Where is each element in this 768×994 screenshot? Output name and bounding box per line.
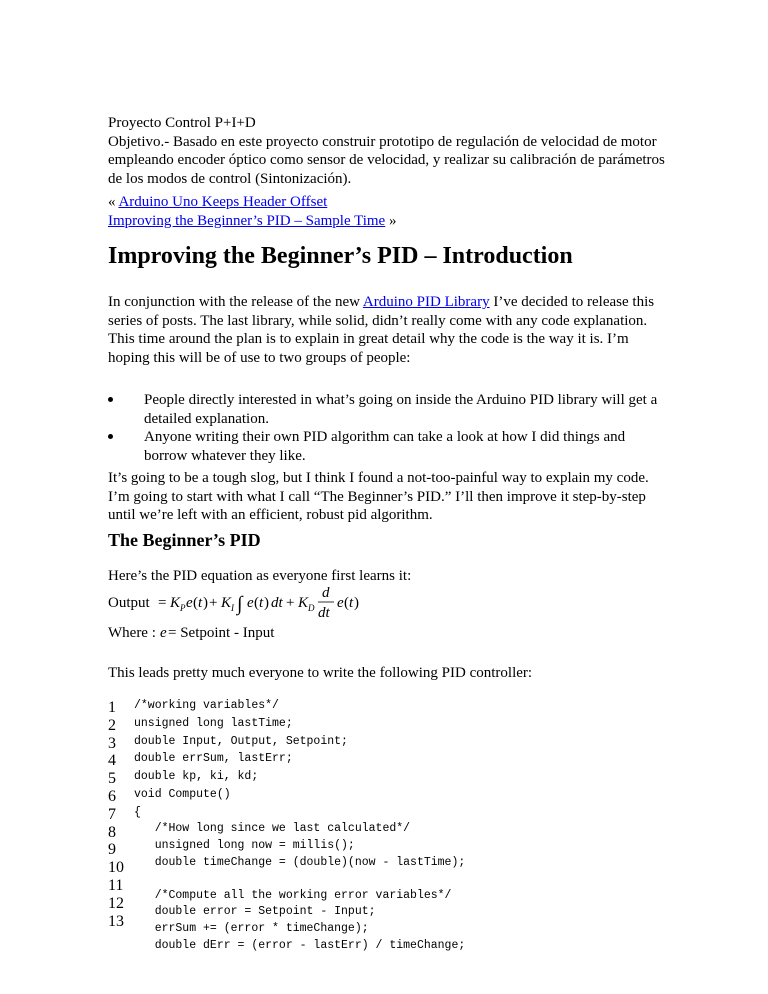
code-line: double errSum, lastErr;: [134, 752, 293, 766]
svg-text:t: t: [349, 595, 354, 611]
project-objective: Objetivo.- Basado en este proyecto construir prototipo de regulación de velocidad de motor empleando encoder óptico como sensor de velocidad, y realizar su calibración de parámetros de los modos de control (Sintonización).: [108, 133, 665, 187]
code-row: [108, 806, 668, 824]
bullet-icon: [108, 397, 113, 402]
equation-output-label: Output: [108, 595, 150, 611]
equation-error-definition: = Setpoint - Input: [168, 625, 275, 641]
svg-text:(: (: [344, 595, 349, 611]
code-row: [108, 938, 668, 966]
svg-text:∫: ∫: [237, 593, 243, 615]
code-row: [108, 770, 668, 788]
code-line: errSum += (error * timeChange);: [134, 921, 369, 935]
audience-list: [108, 391, 668, 465]
svg-text:d: d: [322, 585, 330, 601]
line-number: 8: [108, 823, 116, 841]
svg-text:e: e: [337, 595, 344, 611]
svg-text:(: (: [193, 595, 198, 611]
code-row: [108, 717, 668, 735]
line-number: 10: [108, 859, 124, 877]
code-line: {: [134, 805, 141, 819]
svg-text:dt: dt: [318, 605, 330, 621]
line-number: 7: [108, 805, 116, 823]
code-intro: This leads pretty much everyone to write the following PID controller:: [108, 665, 533, 681]
equation-intro: Here’s the PID equation as everyone first learns it:: [108, 568, 412, 584]
line-number: 3: [108, 734, 116, 752]
prev-post-link[interactable]: Arduino Uno Keeps Header Offset: [118, 194, 328, 210]
intro-paragraph: [108, 293, 668, 367]
code-row: [108, 788, 668, 806]
intro-paragraph-start: In conjunction with the release of the new: [108, 294, 363, 310]
code-line: double error = Setpoint - Input;: [134, 905, 376, 919]
svg-text:): ): [264, 595, 269, 611]
line-number: 12: [108, 894, 124, 912]
svg-text:P: P: [180, 603, 186, 613]
code-line: double dErr = (error - lastErr) / timeChange;: [134, 938, 466, 952]
svg-text:t: t: [259, 595, 264, 611]
list-item-text: Anyone writing their own PID algorithm can take a look at how I did things and borrow whatever they like.: [144, 429, 626, 464]
prev-post-row: [108, 193, 396, 212]
list-item-text: People directly interested in what’s going on inside the Arduino PID library will get a detailed explanation.: [144, 392, 658, 427]
code-row: [108, 735, 668, 753]
intro-paragraph-end: I’ve decided to release this series of posts. The last library, while solid, didn’t really come with any code explanation. This time around the plan is to explain in great detail why the code is the way it is. I’m hoping this will be of use to two groups of people:: [108, 294, 655, 366]
code-line: unsigned long now = millis();: [134, 838, 355, 852]
code-row: [108, 699, 668, 717]
svg-text:(: (: [254, 595, 259, 611]
code-line: void Compute(): [134, 787, 231, 801]
code-listing: [108, 699, 668, 966]
svg-text:dt: dt: [271, 595, 283, 611]
svg-text:t: t: [198, 595, 203, 611]
svg-text:e: e: [186, 595, 193, 611]
svg-text:+: +: [286, 595, 295, 611]
code-line: /*working variables*/: [134, 699, 279, 712]
post-navigation: [108, 193, 396, 230]
svg-text:I: I: [231, 603, 234, 613]
line-number: 1: [108, 699, 116, 716]
next-post-row: [108, 212, 396, 231]
pid-equation-image: [108, 583, 408, 643]
arduino-pid-library-link[interactable]: Arduino PID Library: [362, 294, 490, 310]
prev-arrow: «: [108, 194, 119, 210]
next-arrow: »: [385, 212, 397, 229]
section-heading: The Beginner’s PID: [108, 530, 261, 550]
list-item: [108, 391, 668, 428]
svg-text:K: K: [298, 595, 309, 611]
pid-equation-svg: [108, 583, 408, 643]
code-line: /*Compute all the working error variables*/: [134, 888, 452, 902]
svg-text:K: K: [221, 595, 232, 611]
line-number: 6: [108, 787, 116, 805]
bullet-icon: [108, 434, 113, 439]
svg-text:e: e: [247, 595, 254, 611]
line-number: 11: [108, 876, 124, 894]
next-post-link[interactable]: Improving the Beginner’s PID – Sample Time: [108, 212, 386, 229]
list-item: [108, 428, 668, 465]
code-line: /*How long since we last calculated*/: [134, 822, 411, 836]
line-number: 9: [108, 841, 116, 859]
code-line: double kp, ki, kd;: [134, 770, 259, 784]
article-title: Improving the Beginner’s PID – Introduction: [108, 243, 573, 269]
intro-block: [108, 114, 668, 188]
code-line: unsigned long lastTime;: [134, 716, 293, 730]
svg-text:e: e: [160, 625, 167, 641]
code-row: [108, 752, 668, 770]
svg-text:+: +: [209, 595, 218, 611]
svg-text:=: =: [158, 595, 167, 611]
line-number: 2: [108, 716, 116, 734]
project-title: Proyecto Control P+I+D: [108, 115, 256, 131]
svg-text:): ): [203, 595, 208, 611]
svg-text:K: K: [170, 595, 181, 611]
svg-text:): ): [354, 595, 359, 611]
svg-text:D: D: [308, 603, 315, 613]
code-line: double timeChange = (double)(now - lastTime);: [134, 855, 466, 869]
line-number: 5: [108, 770, 116, 788]
plan-paragraph: It’s going to be a tough slog, but I think I found a not-too-painful way to explain my code. I’m going to start with what I call “The Beginner’s PID.” I’ll then improve it step-by-step until we’re left with an efficient, robust pid algorithm.: [108, 470, 649, 523]
code-line: double Input, Output, Setpoint;: [134, 734, 348, 748]
line-number: 4: [108, 752, 116, 770]
equation-where-label: Where :: [108, 625, 156, 641]
code-row: [108, 855, 668, 877]
line-number: 13: [108, 912, 124, 930]
